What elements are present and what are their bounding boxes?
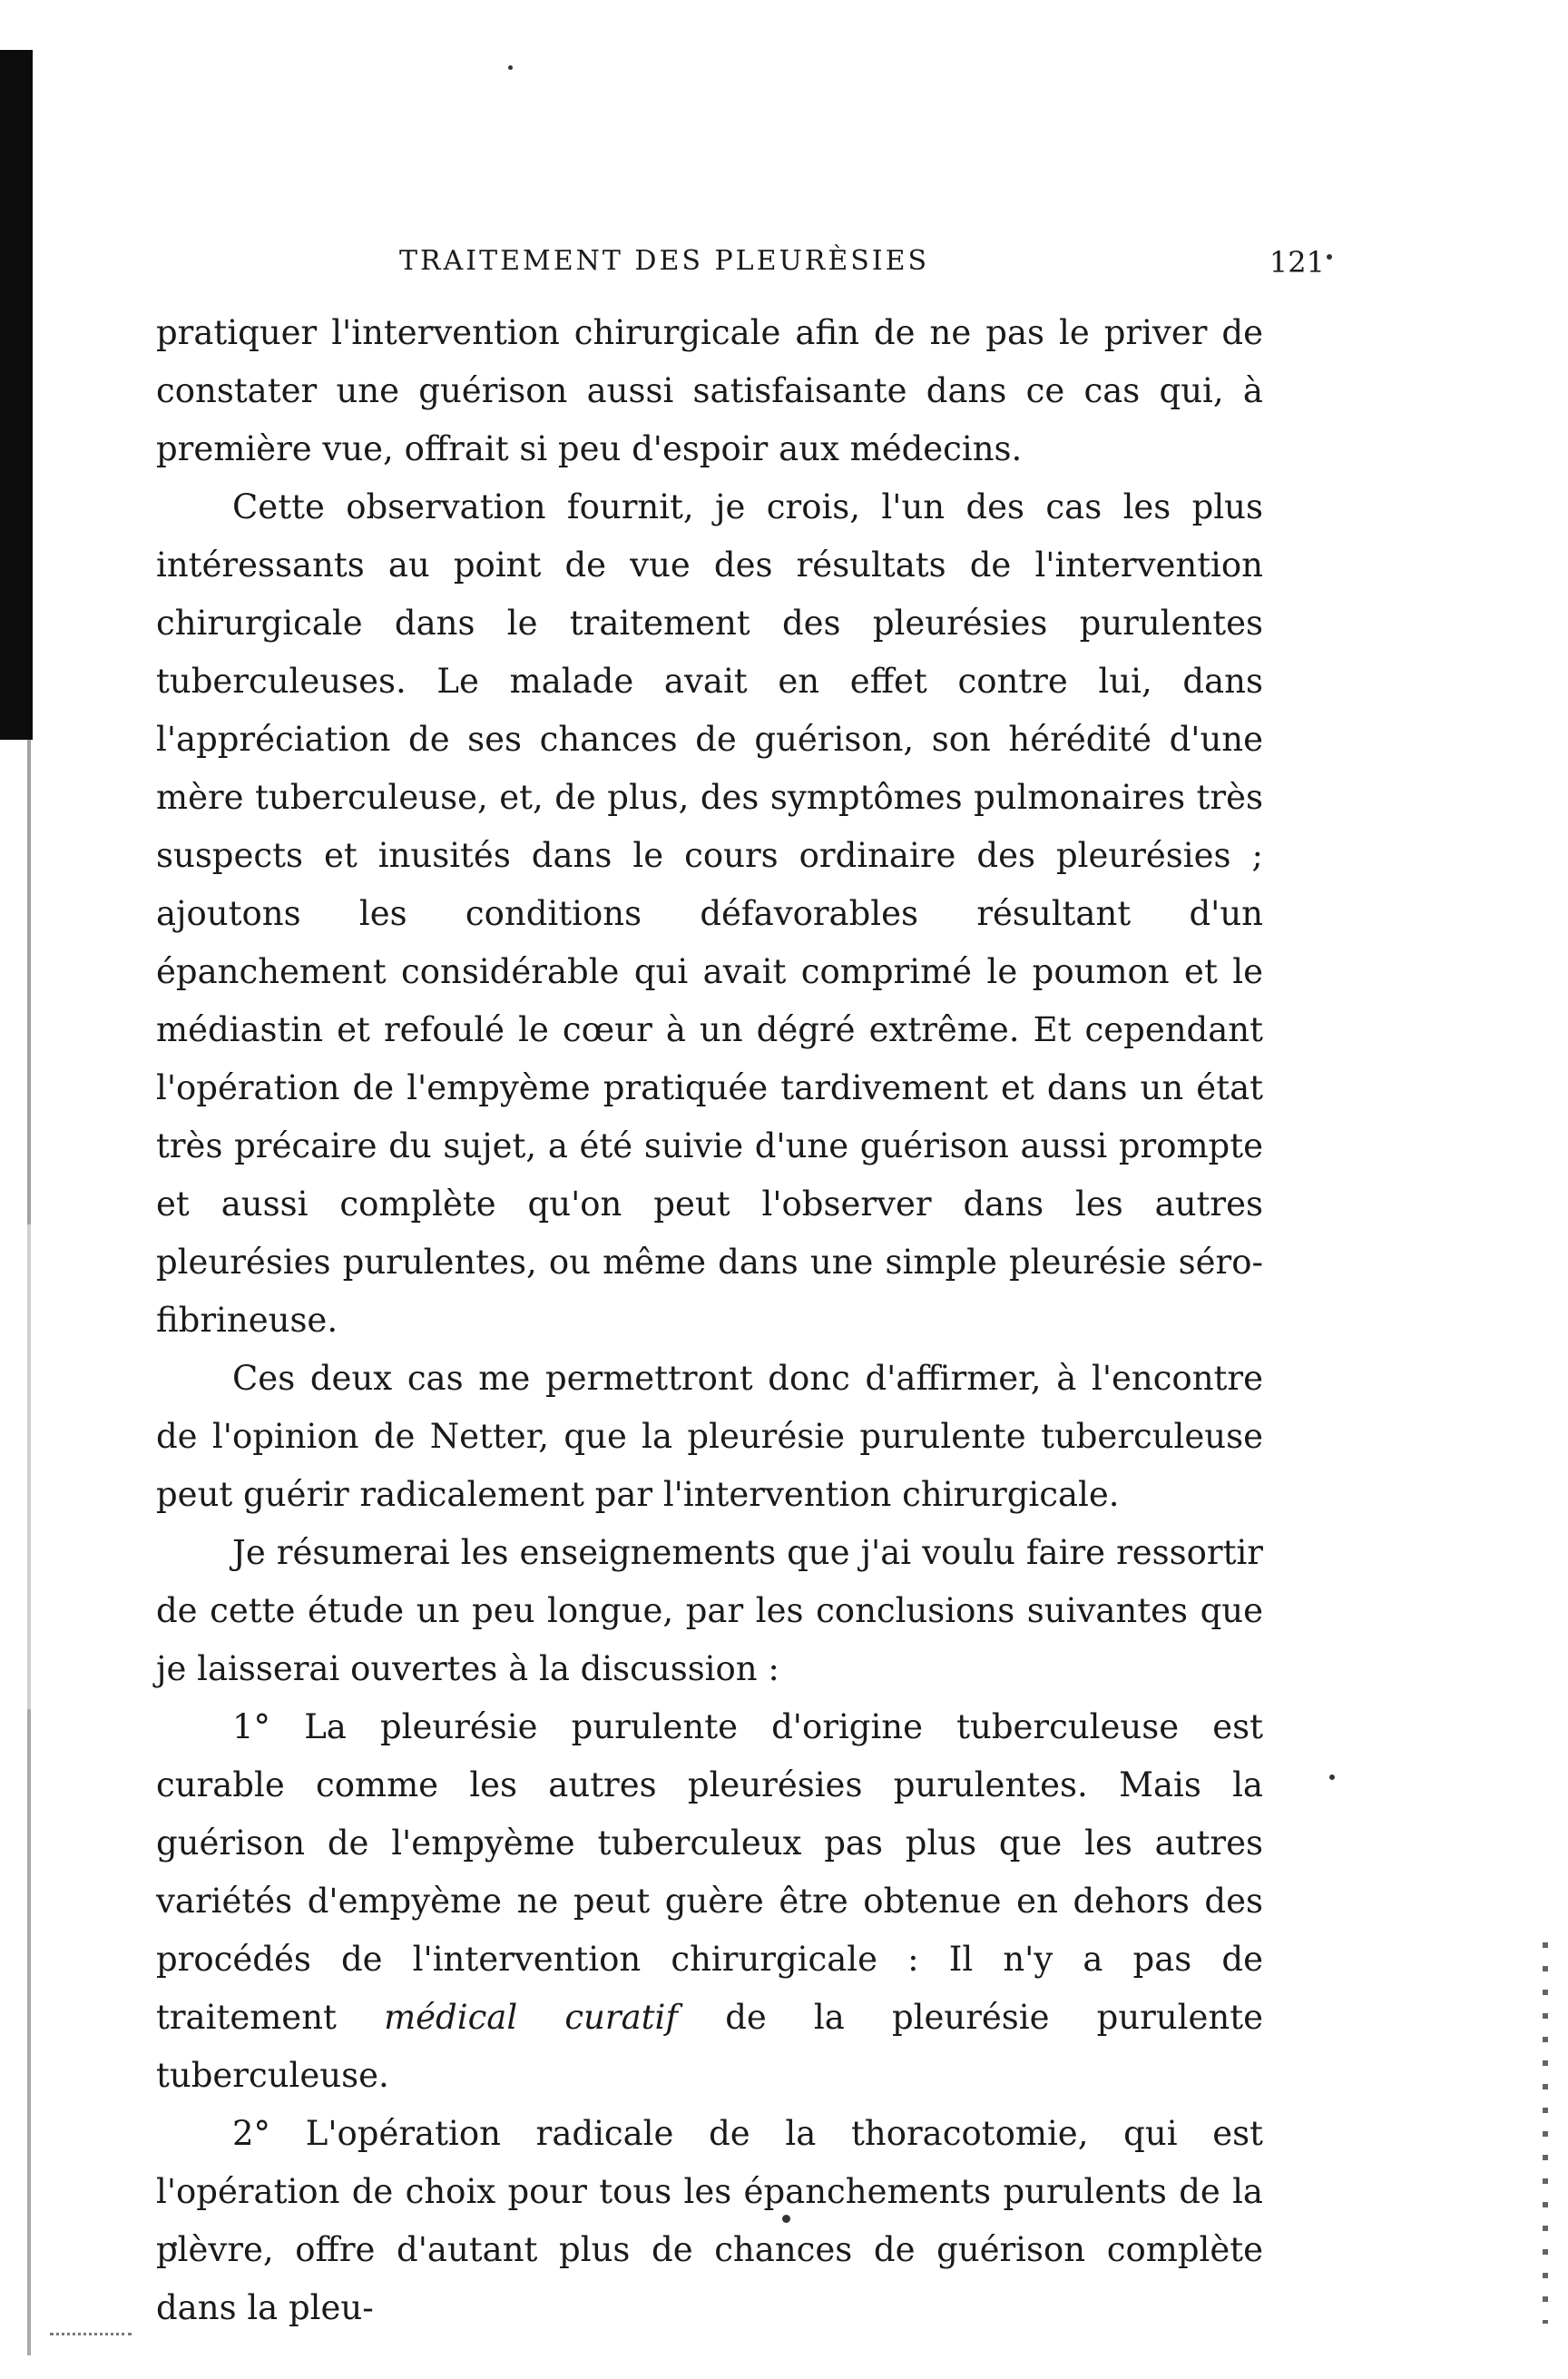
conclusion-2-text: L'opération radicale de la thoracotomie, qui est l'opération de choix pour tous les épanchements purulents de la plèvre, offre d'autant plus de chances de guérison complète dans la pleu- (156, 2114, 1263, 2327)
paragraph-netter: Ces deux cas me permettront donc d'affirmer, à l'encontre de l'opinion de Netter, que la pleurésie purulente tuberculeuse peut guérir radicalement par l'intervention chirurgicale. (156, 1359, 1263, 1514)
scan-speck (1327, 254, 1332, 260)
page-body (156, 304, 1263, 2337)
conclusion-1-number: 1° (232, 1707, 271, 1746)
conclusion-2-number: 2° (232, 2114, 271, 2153)
page-gutter-shadow (27, 740, 31, 2355)
scan-corner-mark (50, 2333, 132, 2363)
conclusion-1-text: La pleurésie purulente d'origine tuberculeuse est curable comme les autres pleurésies purulentes. Mais la guérison de l'empyème tuberculeux pas plus que les autres variétés d'empyème ne peut guère être obtenue en dehors des procédés de l'intervention chirurgicale : Il n'y a pas de traitement (156, 1707, 1263, 2037)
conclusion-2 (156, 2105, 1263, 2337)
page-binding-edge (0, 50, 33, 740)
paragraph-continuation: pratiquer l'intervention chirurgicale afin de ne pas le priver de constater une guérison aussi satisfaisante dans ce cas qui, à première vue, offrait si peu d'espoir aux médecins. (156, 313, 1263, 468)
paragraph-observation: Cette observation fournit, je crois, l'un des cas les plus intéressants au point de vue des résultats de l'intervention chirurgicale dans le traitement des pleurésies purulentes tuberculeuses. Le malade avait en effet contre lui, dans l'appréciation de ses chances de guérison, son hérédité d'une mère tuberculeuse, et, de plus, des symptômes pulmonaires très suspects et inusités dans le cours ordinaire des pleurésies ; ajoutons les conditions défavorables résultant d'un épanchement considérable qui avait comprimé le poumon et le médiastin et refoulé le cœur à un dégré extrême. Et cependant l'opération de l'empyème pratiquée tardivement et dans un état très précaire du sujet, a été suivie d'une guérison aussi prompte et aussi complète qu'on peut l'observer dans les autres pleurésies purulentes, ou même dans une simple pleurésie séro-fibrineuse. (156, 487, 1263, 1340)
conclusion-1-text-end: de la pleurésie purulente tuberculeuse. (156, 1998, 1264, 2095)
conclusion-1 (156, 1698, 1263, 2105)
conclusion-1-italic: médical curatif (384, 1998, 679, 2037)
running-title: TRAITEMENT DES PLEURÈSIES (399, 245, 930, 277)
page-number: 121 (1269, 245, 1325, 280)
scan-edge-marks (1543, 1942, 1548, 2324)
paragraph-conclusions-intro: Je résumerai les enseignements que j'ai voulu faire ressortir de cette étude un peu longue, par les conclusions suivantes que je laisserai ouvertes à la discussion : (156, 1533, 1263, 1688)
scan-speck (1329, 1774, 1335, 1780)
scan-speck (508, 65, 513, 70)
page-header (399, 245, 1325, 290)
